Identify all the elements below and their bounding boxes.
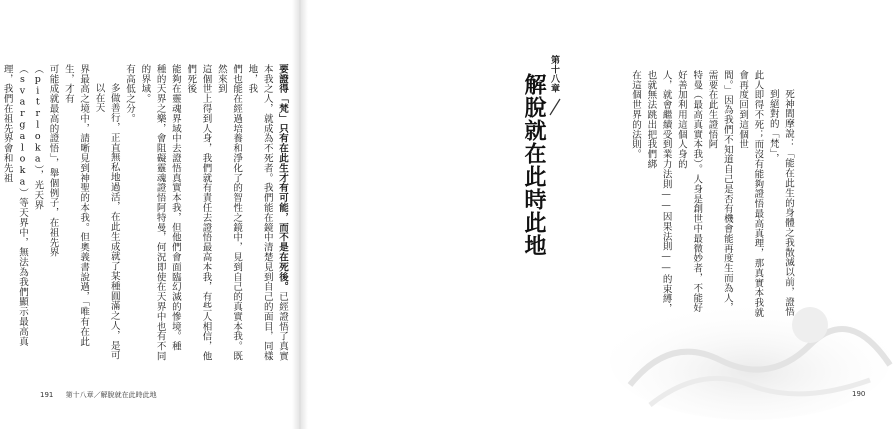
left-text-line: 多做善行，正直無私地過活，在此生成就了某種圓滿之人，是可以在天 — [93, 83, 120, 361]
left-page-body-text — [1, 64, 290, 362]
left-text-line: 本我之人，就成為不死者。我們能在鏡中清楚見到自己的面目，同樣地，我 — [246, 64, 273, 361]
chapter-title: 解脫就在此時此地 — [521, 73, 546, 257]
right-text-line: 死神閻摩說：「能在此生的身體之我散滅以前，證悟到絕對的「梵」， — [767, 89, 794, 317]
left-text-line: 種的天界之樂，會阻礙靈魂證悟阿特曼，何況即使在天界中也有不同的界域。 — [139, 64, 166, 361]
left-running-header: 第十八章／解脫就在此時此地 — [65, 391, 157, 399]
left-text-line: 界最高之境中，請晰見到神聖的本我。但奧義書說過，「唯有在此生，才有 — [62, 64, 90, 347]
left-text-line: 有高低之分。 — [124, 64, 136, 124]
left-text-line: 可能成就最高的證悟」，舉個例子，在祖先界（pitrloka），光天界 — [32, 64, 59, 258]
right-text-line: 間。」因為我們不知道自己是否有機會能再度生而為人，需要在此生證悟阿 — [706, 70, 733, 313]
right-text-line: 人，就會繼續受到業力法則——因果法則——的束縛，也就無法跳出把我們綁 — [645, 70, 672, 314]
left-page — [0, 0, 299, 429]
left-page-number: 191 — [40, 391, 54, 399]
right-page-number: 190 — [852, 390, 866, 398]
left-text-line: 這個世上得到人身，我們就有責任去證悟最高本我，有些人相信，他們死後 — [185, 64, 212, 361]
left-text-line: （svargaloka）等天界中，無法為我們顯示最高真理，我們在祖先界會和先祖 — [1, 64, 28, 347]
right-page-body-text — [628, 70, 796, 320]
left-page-footer — [40, 390, 157, 400]
left-text-line: 能夠在靈魂界域中去證悟真實本我，但他們會面臨幻滅的慘境。種 — [169, 64, 181, 352]
right-text-line: 在這個世界的法則。 — [630, 70, 642, 160]
left-text-line: 們也能在經過培養和淨化了的智性之鏡中，見到自己的真實本我。既然來到 — [215, 64, 243, 361]
book-gutter-shadow — [292, 0, 308, 429]
slash-divider-icon — [548, 98, 562, 116]
chapter-number: 第十八章 — [549, 55, 559, 93]
right-text-line: 特曼（最高真實本我）。人身是創世中最微妙者，不能好好善加利用這個人身的 — [675, 70, 703, 313]
right-text-line: 此人即得不死；而沒有能夠證悟最高真理，那真實本我就會再度回到這個世 — [737, 70, 764, 318]
left-text-line: 要證得「梵」只有在此生才有可能，而不是在死後。已經證悟了真實 — [277, 64, 288, 362]
